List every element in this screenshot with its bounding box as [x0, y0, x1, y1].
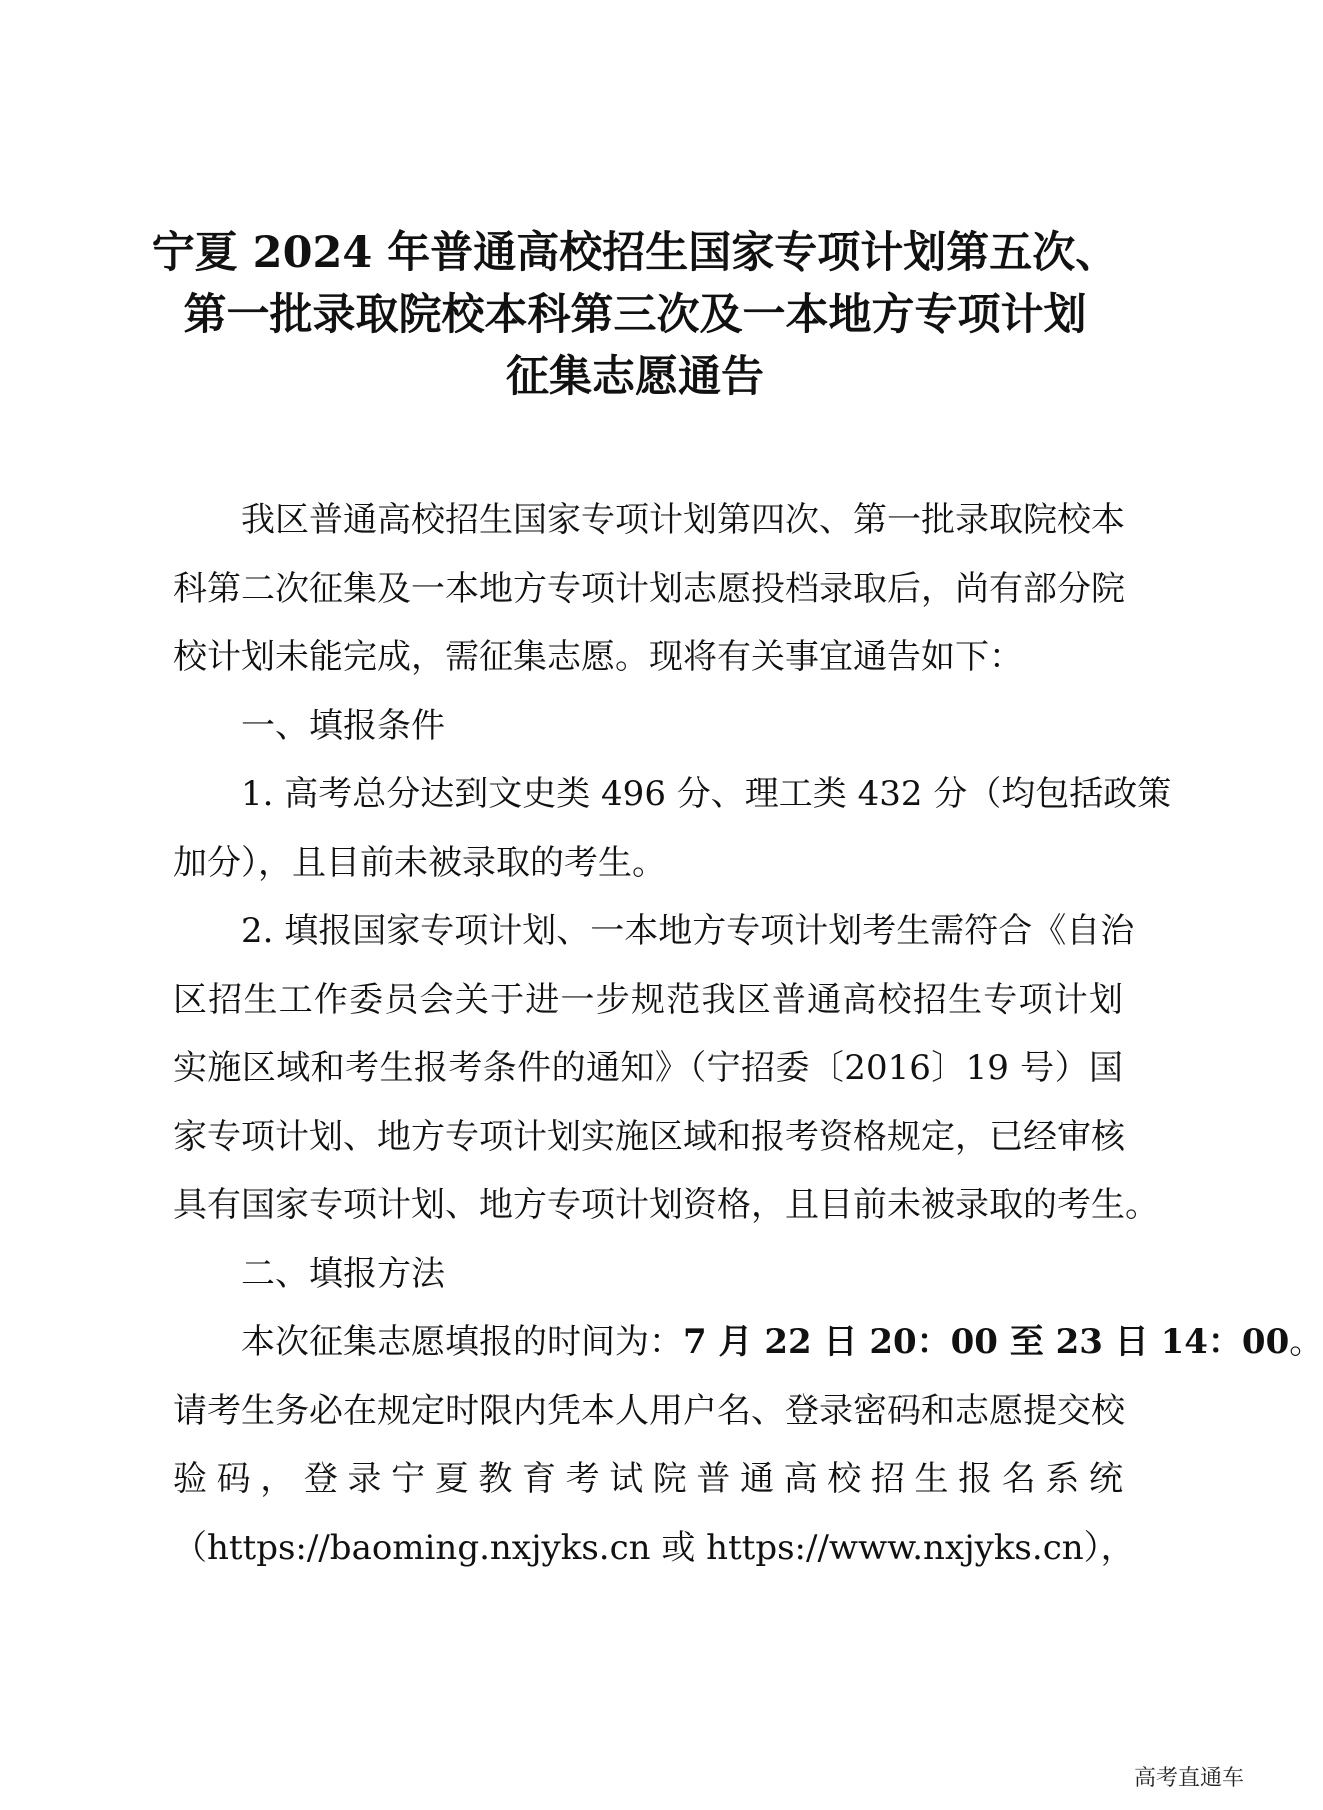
paragraph-line: 加分），且目前未被录取的考生。 [173, 842, 666, 883]
document-title [150, 222, 1120, 408]
paragraph-line: 我区普通高校招生国家专项计划第四次、第一批录取院校本 [241, 500, 1125, 540]
paragraph-line: 1. 高考总分达到文史类 496 分、理工类 432 分（均包括政策 [241, 774, 1172, 814]
paragraph-line: 校计划未能完成，需征集志愿。现将有关事宜通告如下： [173, 637, 1023, 677]
time-range: 7 月 22 日 20：00 至 23 日 14：00 [683, 1322, 1290, 1362]
paragraph-line: 验码，登录宁夏教育考试院普通高校招生报名系统 [173, 1459, 1123, 1499]
title-line: 征集志愿通告 [506, 352, 764, 402]
paragraph-line: 2. 填报国家专项计划、一本地方专项计划考生需符合《自治 [241, 911, 1135, 951]
paragraph-line: 请考生务必在规定时限内凭本人用户名、登录密码和志愿提交校 [173, 1390, 1125, 1431]
punctuation: 。 [1289, 1322, 1323, 1362]
watermark-text: 高考直通车 [1133, 1766, 1244, 1791]
document-body [173, 486, 1323, 1582]
paragraph-line: 实施区域和考生报考条件的通知》（宁招委〔2016〕19 号）国 [173, 1048, 1123, 1088]
title-line: 第一批录取院校本科第三次及一本地方专项计划 [183, 290, 1087, 340]
section-heading: 二、填报方法 [241, 1253, 445, 1294]
paragraph-line: 区招生工作委员会关于进一步规范我区普通高校招生专项计划 [173, 979, 1123, 1020]
section-heading: 一、填报条件 [241, 705, 445, 746]
paragraph-line: 科第二次征集及一本地方专项计划志愿投档录取后，尚有部分院 [173, 568, 1125, 609]
paragraph-line [173, 1308, 1323, 1377]
paragraph-line: （https://baoming.nxjyks.cn 或 https://www.nxjyks.cn）， [173, 1527, 1135, 1568]
title-line: 宁夏 2024 年普通高校招生国家专项计划第五次、 [151, 228, 1119, 278]
paragraph-line: 家专项计划、地方专项计划实施区域和报考资格规定，已经审核 [173, 1116, 1125, 1157]
time-label: 本次征集志愿填报的时间为： [241, 1322, 683, 1362]
paragraph-line: 具有国家专项计划、地方专项计划资格，且目前未被录取的考生。 [173, 1185, 1159, 1225]
